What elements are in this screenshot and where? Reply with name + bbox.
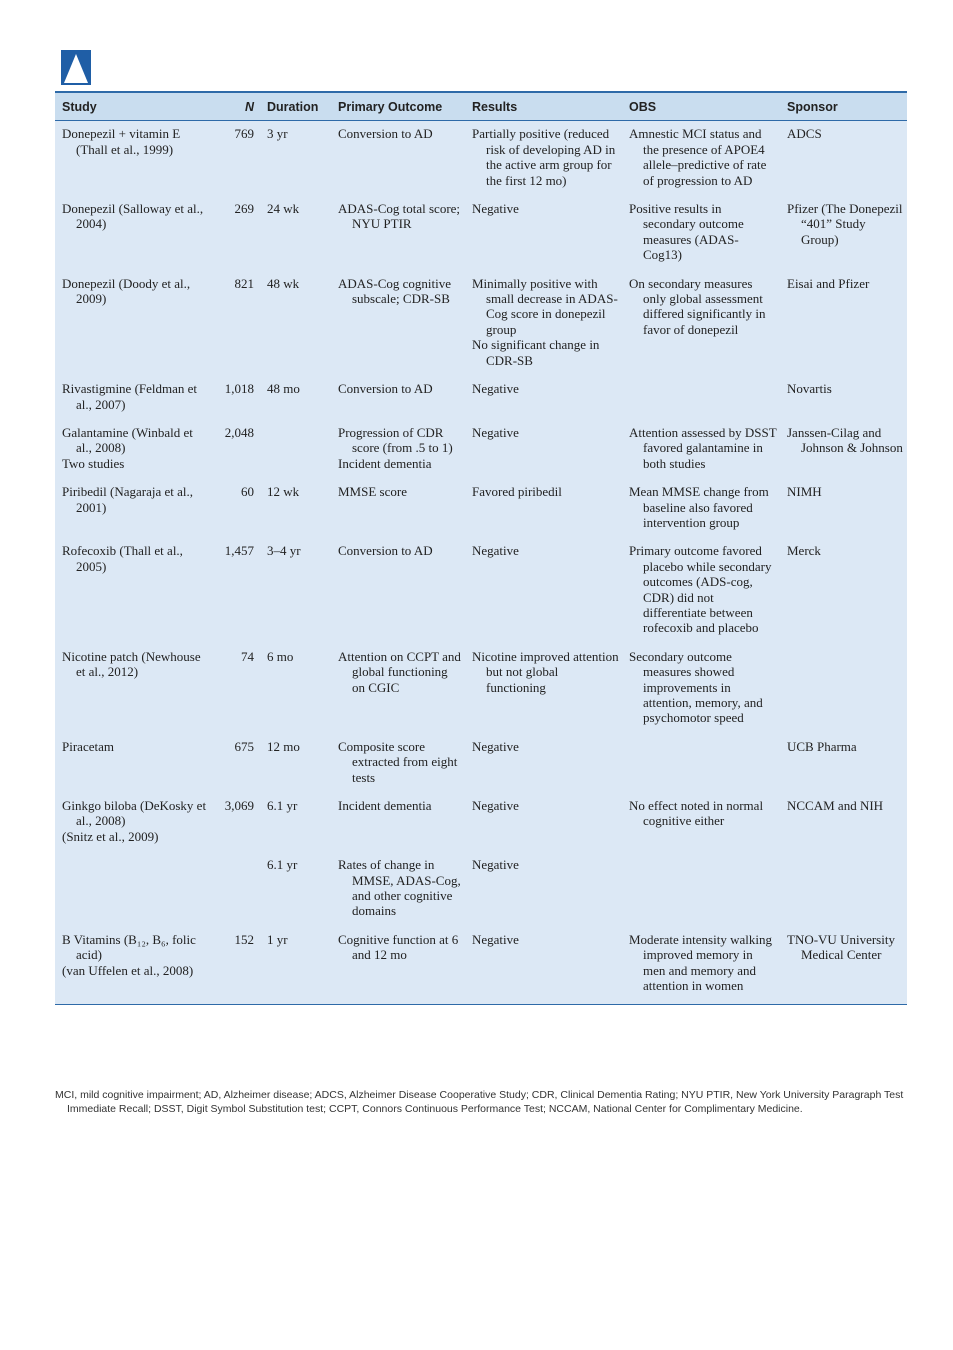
sponsor-cell [780, 273, 907, 378]
header-n: N [210, 93, 260, 121]
sponsor-cell [780, 646, 907, 736]
duration-cell: 3–4 yr [260, 540, 331, 645]
outcome-cell [331, 736, 465, 795]
results-cell [465, 378, 622, 422]
table-row [55, 422, 907, 481]
duration-cell: 12 wk [260, 481, 331, 540]
obs-cell-line: Secondary outcome measures showed improvements in attention, memory, and psychomotor speed [629, 648, 763, 726]
results-cell [465, 198, 622, 273]
study-cell [55, 378, 210, 422]
sponsor-cell-line: UCB Pharma [787, 738, 857, 754]
sponsor-cell [780, 422, 907, 481]
study-cell-line: Galantamine (Winbald et al., 2008) [62, 424, 193, 456]
table-row [55, 273, 907, 378]
study-cell [55, 646, 210, 736]
results-cell-line: Favored piribedil [472, 484, 562, 500]
n-cell [210, 854, 260, 929]
trials-table-container [55, 91, 907, 1005]
outcome-cell-line: ADAS-Cog total score; NYU PTIR [338, 201, 461, 232]
header-study: Study [55, 93, 210, 121]
study-cell [55, 795, 210, 854]
duration-cell: 6.1 yr [260, 854, 331, 929]
outcome-cell-line: Conversion to AD [338, 126, 433, 142]
sponsor-cell-line: ADCS [787, 126, 822, 142]
table-row [55, 481, 907, 540]
outcome-cell-line: Attention on CCPT and global functioning on CGIC [338, 648, 461, 695]
obs-cell [622, 540, 780, 645]
obs-cell [622, 854, 780, 929]
results-cell [465, 540, 622, 645]
n-cell: 1,457 [210, 540, 260, 645]
outcome-cell-line: Composite score extracted from eight tests [338, 738, 458, 785]
results-cell [465, 646, 622, 736]
obs-cell-line: Amnestic MCI status and the presence of APOE4 allele–predictive of rate of progression to AD [629, 126, 767, 188]
obs-cell-line: Mean MMSE change from baseline also favored intervention group [629, 484, 769, 530]
outcome-cell-line: Rates of change in MMSE, ADAS-Cog, and other cognitive domains [338, 857, 461, 919]
obs-cell [622, 198, 780, 273]
table-row [55, 378, 907, 422]
results-cell-line: Nicotine improved attention but not global functioning [472, 648, 619, 695]
n-cell: 675 [210, 736, 260, 795]
results-cell [465, 422, 622, 481]
n-cell: 60 [210, 481, 260, 540]
table-row [55, 540, 907, 645]
study-cell [55, 273, 210, 378]
obs-cell [622, 795, 780, 854]
outcome-cell [331, 540, 465, 645]
duration-cell: 48 mo [260, 378, 331, 422]
study-cell [55, 736, 210, 795]
trials-table [55, 93, 907, 1004]
study-cell [55, 198, 210, 273]
study-cell-line: Piracetam [62, 738, 114, 754]
study-cell-line: Donepezil + vitamin E (Thall et al., 1999) [62, 126, 181, 157]
n-cell: 2,048 [210, 422, 260, 481]
results-cell-line: Partially positive (reduced risk of developing AD in the active arm group for the first 12 mo) [472, 126, 616, 188]
outcome-cell [331, 273, 465, 378]
obs-cell-line: Positive results in secondary outcome measures (ADAS-Cog13) [629, 201, 744, 263]
obs-cell-line: Primary outcome favored placebo while secondary outcomes (ADS-cog, CDR) did not differentiate between rofecoxib and placebo [629, 543, 772, 636]
table-row [55, 121, 907, 198]
sponsor-cell [780, 481, 907, 540]
sponsor-cell-line: Janssen-Cilag and Johnson & Johnson [787, 424, 903, 456]
outcome-cell [331, 481, 465, 540]
study-cell [55, 422, 210, 481]
study-cell-line: (van Uffelen et al., 2008) [62, 962, 194, 978]
results-cell [465, 929, 622, 1004]
results-cell-line: Negative [472, 424, 519, 440]
results-cell-line: Minimally positive with small decrease in ADAS-Cog score in donepezil group [472, 275, 618, 337]
table-row [55, 736, 907, 795]
obs-cell-line: No effect noted in normal cognitive either [629, 798, 764, 829]
duration-cell: 1 yr [260, 929, 331, 1004]
results-cell-line: Negative [472, 381, 519, 397]
table-row [55, 646, 907, 736]
n-cell: 152 [210, 929, 260, 1004]
study-cell-line: Rivastigmine (Feldman et al., 2007) [62, 381, 198, 412]
outcome-cell [331, 121, 465, 198]
obs-cell-line: On secondary measures only global assessment differed significantly in favor of donepezil [629, 275, 766, 337]
outcome-cell-line: ADAS-Cog cognitive subscale; CDR-SB [338, 275, 452, 307]
duration-cell: 12 mo [260, 736, 331, 795]
results-cell-line: Negative [472, 543, 519, 559]
results-cell [465, 736, 622, 795]
outcome-cell [331, 378, 465, 422]
n-cell: 1,018 [210, 378, 260, 422]
outcome-cell-line: Conversion to AD [338, 381, 433, 397]
study-cell-line: Donepezil (Salloway et al., 2004) [62, 201, 204, 232]
outcome-cell [331, 646, 465, 736]
n-cell: 269 [210, 198, 260, 273]
triangle-logo-icon [61, 50, 91, 85]
sponsor-cell [780, 929, 907, 1004]
obs-cell-line: Attention assessed by DSST favored galantamine in both studies [629, 424, 777, 471]
results-cell-line: No significant change in CDR-SB [472, 337, 600, 368]
results-cell [465, 481, 622, 540]
results-cell [465, 273, 622, 378]
outcome-cell [331, 198, 465, 273]
duration-cell: 6 mo [260, 646, 331, 736]
results-cell [465, 795, 622, 854]
obs-cell [622, 481, 780, 540]
n-cell: 74 [210, 646, 260, 736]
duration-cell [260, 422, 331, 481]
outcome-cell [331, 422, 465, 481]
sponsor-cell [780, 198, 907, 273]
sponsor-cell-line: Novartis [787, 381, 832, 397]
study-cell [55, 854, 210, 929]
table-row [55, 795, 907, 854]
sponsor-cell [780, 378, 907, 422]
study-cell-line: Nicotine patch (Newhouse et al., 2012) [62, 648, 201, 680]
sponsor-cell-line: TNO-VU University Medical Center [787, 931, 895, 963]
sponsor-cell-line: NIMH [787, 484, 822, 500]
obs-cell-line: Moderate intensity walking improved memory in men and memory and attention in women [629, 931, 772, 994]
obs-cell [622, 736, 780, 795]
table-header-row [55, 93, 907, 121]
study-cell [55, 540, 210, 645]
sponsor-cell-line: Pfizer (The Donepezil “401” Study Group) [787, 201, 903, 247]
study-cell-line: Donepezil (Doody et al., 2009) [62, 275, 191, 307]
duration-cell: 6.1 yr [260, 795, 331, 854]
outcome-cell-line: Incident dementia [338, 455, 432, 471]
obs-cell [622, 929, 780, 1004]
results-cell-line: Negative [472, 857, 519, 873]
results-cell [465, 854, 622, 929]
outcome-cell-line: Progression of CDR score (from .5 to 1) [338, 424, 453, 456]
table-row [55, 929, 907, 1004]
sponsor-cell [780, 736, 907, 795]
footnote-text: MCI, mild cognitive impairment; AD, Alzheimer disease; ADCS, Alzheimer Disease Cooperative Study; CDR, Clinical Dementia Rating; NYU PTIR, New York University Paragraph Test Immediate Recall; DSST, Digit Symbol Substitution test; CCPT, Connors Continuous Performance Test; NCCAM, National Center for Complimentary Medicine. [55, 1089, 904, 1115]
sponsor-cell [780, 795, 907, 854]
header-obs: OBS [622, 93, 780, 121]
obs-cell [622, 378, 780, 422]
results-cell-line: Negative [472, 201, 519, 217]
obs-cell [622, 273, 780, 378]
outcome-cell-line: Cognitive function at 6 and 12 mo [338, 931, 459, 963]
sponsor-cell-line: Merck [787, 543, 821, 559]
table-row [55, 198, 907, 273]
n-cell: 769 [210, 121, 260, 198]
outcome-cell [331, 854, 465, 929]
duration-cell: 48 wk [260, 273, 331, 378]
study-cell-line: (Snitz et al., 2009) [62, 828, 159, 844]
n-cell: 821 [210, 273, 260, 378]
results-cell-line: Negative [472, 931, 519, 947]
outcome-cell-line: Incident dementia [338, 798, 432, 814]
outcome-cell-line: Conversion to AD [338, 543, 433, 559]
results-cell [465, 121, 622, 198]
study-cell [55, 929, 210, 1004]
results-cell-line: Negative [472, 738, 519, 754]
obs-cell [622, 422, 780, 481]
duration-cell: 24 wk [260, 198, 331, 273]
table-row [55, 854, 907, 929]
header-primary-outcome: Primary Outcome [331, 93, 465, 121]
outcome-cell [331, 929, 465, 1004]
header-results: Results [465, 93, 622, 121]
table-footnote [55, 1089, 907, 1116]
outcome-cell [331, 795, 465, 854]
obs-cell [622, 646, 780, 736]
study-cell [55, 481, 210, 540]
sponsor-cell-line: Eisai and Pfizer [787, 275, 870, 291]
study-cell [55, 121, 210, 198]
study-cell-line: Two studies [62, 455, 125, 471]
outcome-cell-line: MMSE score [338, 484, 407, 500]
n-cell: 3,069 [210, 795, 260, 854]
header-duration: Duration [260, 93, 331, 121]
results-cell-line: Negative [472, 798, 519, 814]
duration-cell: 3 yr [260, 121, 331, 198]
study-cell-line: B Vitamins (B₁₂, B₆, folic acid) [62, 931, 196, 963]
study-cell-line: Piribedil (Nagaraja et al., 2001) [62, 484, 194, 515]
obs-cell [622, 121, 780, 198]
study-cell-line: Rofecoxib (Thall et al., 2005) [62, 543, 183, 574]
study-cell-line: Ginkgo biloba (DeKosky et al., 2008) [62, 798, 207, 829]
sponsor-cell [780, 854, 907, 929]
sponsor-cell [780, 121, 907, 198]
sponsor-cell-line: NCCAM and NIH [787, 798, 884, 814]
header-sponsor: Sponsor [780, 93, 907, 121]
sponsor-cell [780, 540, 907, 645]
